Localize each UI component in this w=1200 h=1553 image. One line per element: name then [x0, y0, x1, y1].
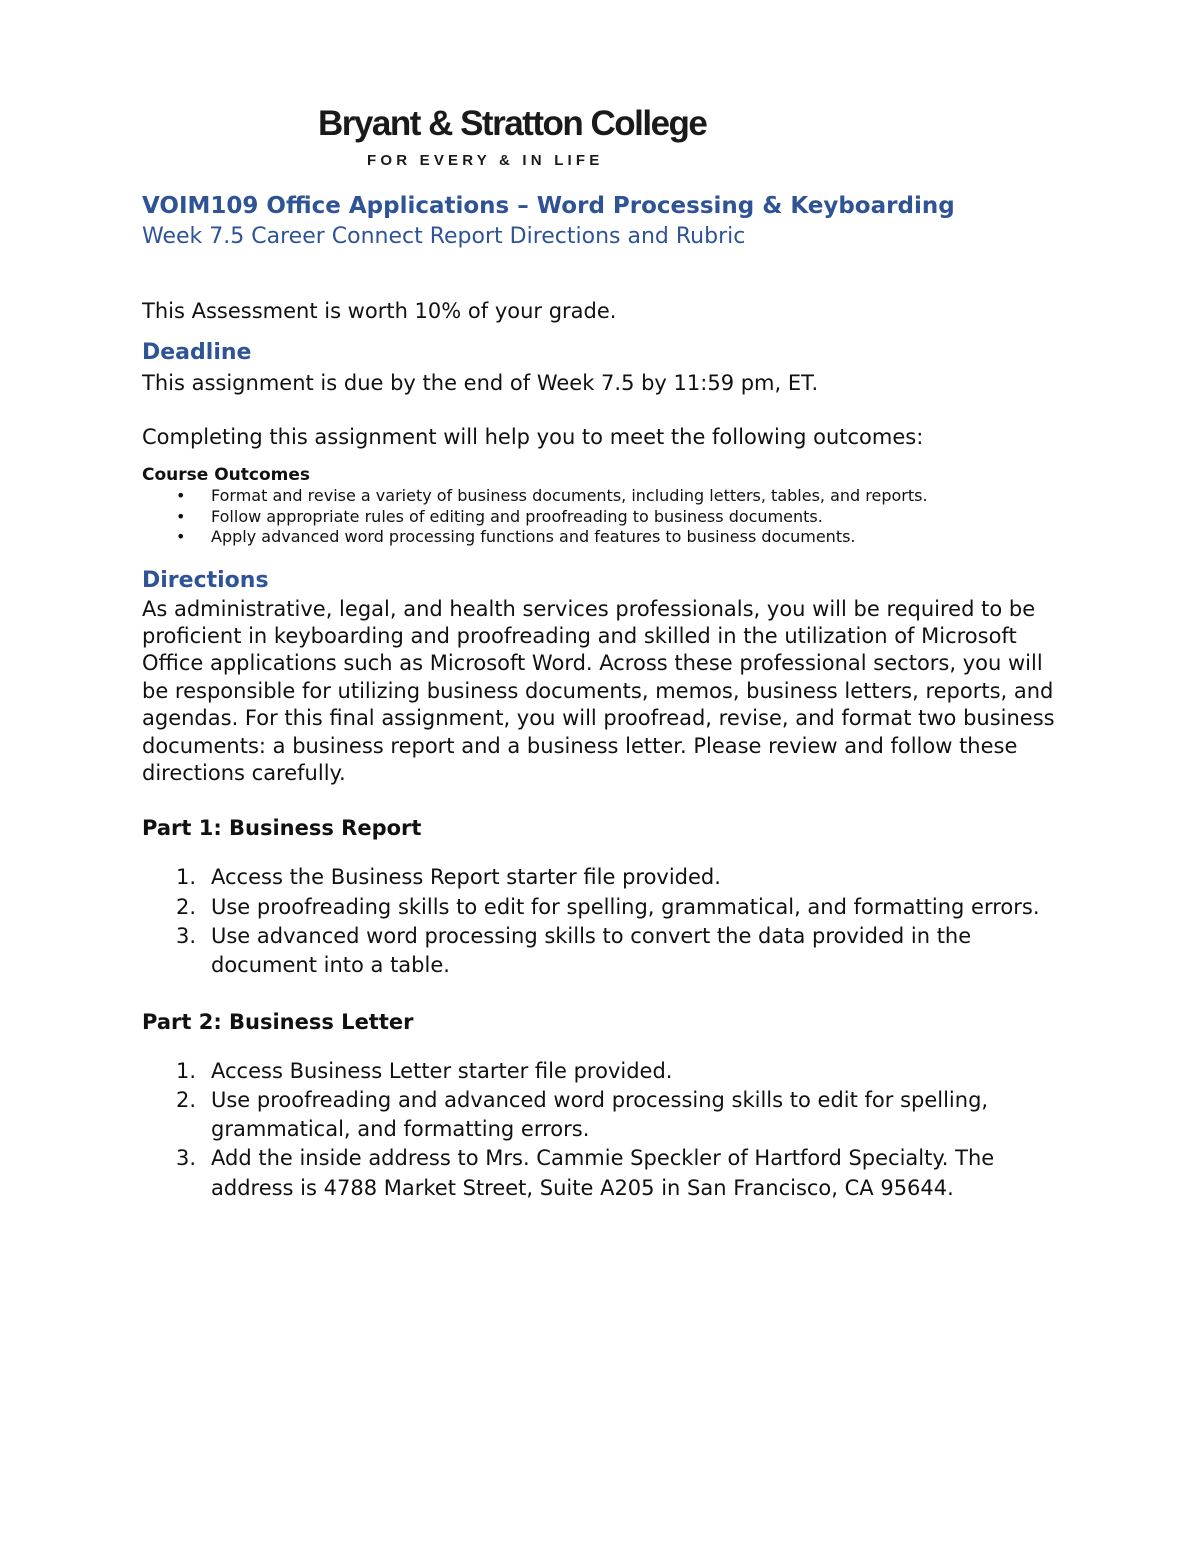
step-text: Use proofreading skills to edit for spelling, grammatical, and formatting errors. — [211, 894, 1040, 919]
document-subtitle: Week 7.5 Career Connect Report Directions and Rubric — [142, 224, 746, 249]
step-text: Access the Business Report starter file provided. — [211, 865, 721, 890]
part1-heading: Part 1: Business Report — [142, 816, 422, 841]
part2-heading: Part 2: Business Letter — [142, 1009, 414, 1034]
step-text: Add the inside address to Mrs. Cammie Speckler of Hartford Specialty. The address is 4788 Market Street, Suite A205 in San Francisco, CA 95644. — [211, 1146, 995, 1200]
list-item — [142, 527, 1072, 548]
outcomes-intro: Completing this assignment will help you to meet the following outcomes: — [142, 425, 924, 449]
list-item — [142, 507, 1072, 528]
list-item — [142, 1144, 1072, 1203]
deadline-text: This assignment is due by the end of Week 7.5 by 11:59 pm, ET. — [142, 371, 819, 395]
directions-text: As administrative, legal, and health services professionals, you will be required to be proficient in keyboarding and proofreading and skilled in the utilization of Microsoft Office applications such as Microsoft Word. Across these professional sectors, you will be responsible for utilizing business documents, memos, business letters, reports, and agendas. For this final assignment, you will proofread, revise, and format two business documents: a business report and a business letter. Please review and follow these directions carefully. — [142, 596, 1055, 785]
step-number: 1. — [176, 865, 197, 890]
course-title: VOIM109 Office Applications – Word Processing & Keyboarding — [142, 193, 955, 219]
bullet-icon: • — [176, 527, 186, 546]
bullet-icon: • — [176, 486, 186, 505]
college-logo — [318, 104, 738, 174]
outcome-text: Follow appropriate rules of editing and proofreading to business documents. — [211, 506, 823, 526]
part2-steps — [142, 1057, 1072, 1203]
list-item — [142, 863, 1072, 892]
step-number: 3. — [176, 1146, 197, 1171]
list-item — [142, 1057, 1072, 1086]
outcome-text: Apply advanced word processing functions and features to business documents. — [211, 527, 856, 546]
directions-heading: Directions — [142, 567, 269, 593]
list-item — [142, 1086, 1072, 1145]
deadline-heading: Deadline — [142, 340, 252, 365]
step-number: 1. — [176, 1058, 197, 1083]
step-number: 3. — [176, 923, 197, 948]
step-text: Access Business Letter starter file provided. — [211, 1058, 673, 1083]
part1-steps — [142, 863, 1072, 980]
college-tagline: FOR EVERY & IN LIFE — [367, 152, 604, 169]
step-text: Use proofreading and advanced word processing skills to edit for spelling, grammatical, and formatting errors. — [211, 1087, 989, 1142]
college-name: Bryant & Stratton College — [318, 104, 707, 143]
course-outcomes-list — [142, 486, 1072, 548]
document-body — [142, 190, 1072, 1203]
assessment-worth: This Assessment is worth 10% of your grade. — [142, 299, 617, 323]
step-number: 2. — [176, 894, 197, 919]
list-item — [142, 922, 1072, 981]
list-item — [142, 893, 1072, 922]
list-item — [142, 486, 1072, 507]
step-text: Use advanced word processing skills to convert the data provided in the document into a table. — [211, 923, 972, 978]
outcome-text: Format and revise a variety of business documents, including letters, tables, and reports. — [211, 486, 928, 505]
step-number: 2. — [176, 1087, 197, 1112]
bullet-icon: • — [176, 506, 186, 526]
course-outcomes-heading: Course Outcomes — [142, 465, 311, 485]
